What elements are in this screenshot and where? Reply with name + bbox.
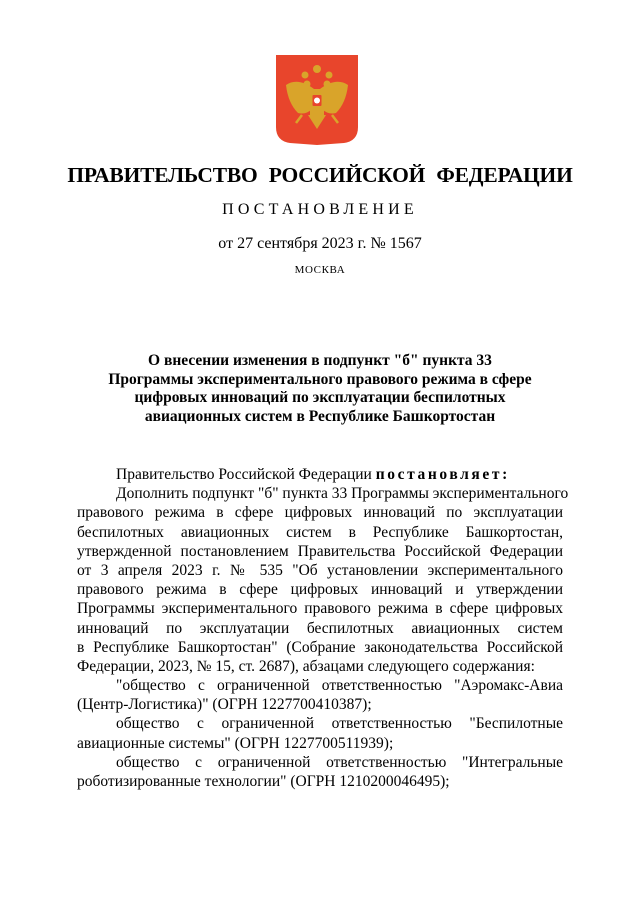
paragraph-line: от 3 апреля 2023 г. № 535 "Об установлении экспериментального [77,561,563,579]
document-date-number: от 27 сентября 2023 г. № 1567 [218,235,422,252]
paragraph-line: общество с ограниченной ответственностью "Интегральные [116,753,563,771]
decree-word: постановляет: [375,466,510,483]
paragraph-line: беспилотных авиационных систем в Республике Башкортостан, [77,523,563,541]
document-body [77,465,569,791]
paragraph-line: инноваций по эксплуатации беспилотных авиационных систем [77,619,563,637]
coat-of-arms-emblem [276,55,358,145]
paragraph-line: правового режима в сфере цифровых инноваций и утверждении [77,581,563,599]
intro-paragraph [77,465,563,484]
paragraph-line: Федерации, 2023, № 15, ст. 2687), абзацами следующего содержания: [77,657,535,675]
paragraph-line: авиационные системы" (ОГРН 1227700511939); [77,734,394,752]
title-line: О внесении изменения в подпункт "б" пункта 33 [148,352,492,369]
organization-title: ПРАВИТЕЛЬСТВО РОССИЙСКОЙ ФЕДЕРАЦИИ [67,163,573,187]
paragraph-line: Программы экспериментального правового режима в сфере цифровых [77,600,563,618]
paragraph-line: Дополнить подпункт "б" пункта 33 Программы экспериментального [116,485,569,503]
paragraph-line: общество с ограниченной ответственностью "Беспилотные [116,715,563,733]
document-city: МОСКВА [294,264,346,276]
intro-prefix: Правительство Российской Федерации [116,466,372,483]
document-type: ПОСТАНОВЛЕНИЕ [222,201,418,218]
paragraph-line: (Центр-Логистика)" (ОГРН 1227700410387); [77,696,372,714]
paragraph-line: утвержденной постановлением Правительства Российской Федерации [77,542,563,560]
paragraph-line: в Республике Башкортостан" (Собрание законодательства Российской [77,638,563,656]
title-line: цифровых инноваций по эксплуатации беспилотных [134,389,506,406]
paragraph-line: "общество с ограниченной ответственностью "Аэромакс-Авиа [116,677,563,695]
title-line: Программы экспериментального правового режима в сфере [108,370,532,388]
paragraph-line: правового режима в сфере цифровых инноваций по эксплуатации [77,504,563,522]
paragraph-line: роботизированные технологии" (ОГРН 1210200046495); [77,773,450,790]
document-subject-title [90,352,550,426]
title-line: авиационных систем в Республике Башкортостан [144,407,496,425]
